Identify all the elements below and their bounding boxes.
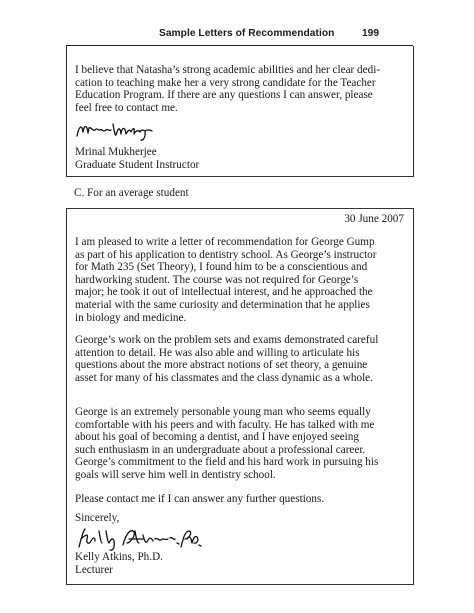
signer-title: Graduate Student Instructor bbox=[75, 159, 200, 171]
letter-paragraph-1: I am pleased to write a letter of recommendation for George Gump as part of his application to dentistry school. As George’s instructor for Math 235 (Set Theory), I found him to be a conscientious and hardworking student. The course was not required for George’s major; he took it out of intellectual interest, and he approached the material with the same curiosity and determination that he applies in biology and medicine. bbox=[75, 236, 377, 324]
section-heading: C. For an average student bbox=[74, 187, 189, 199]
letter-paragraph-2: George’s work on the problem sets and exams demonstrated careful attention to detail. He was also able and willing to articulate his questions about the more abstract notions of set theory, a genuine asset for many of his classmates and the class dynamic as a whole. bbox=[75, 334, 379, 384]
signature-kelly-atkins bbox=[73, 525, 203, 553]
signer-name: Kelly Atkins, Ph.D. bbox=[75, 551, 163, 563]
letter-paragraph-4: Please contact me if I can answer any further questions. bbox=[75, 493, 325, 505]
letter-closing: Sincerely, bbox=[75, 512, 120, 524]
letter-paragraph-3: George is an extremely personable young man who seems equally comfortable with his peers and with faculty. He has talked with me about his goal of becoming a dentist, and I have enjoyed seeing such enthusiasm in an undergraduate about a professional career. George’s commitment to the field and his hard work in pursuing his goals will serve him well in dentistry school. bbox=[75, 406, 379, 481]
letter-box-natasha bbox=[66, 46, 414, 177]
running-head bbox=[0, 28, 474, 44]
signature-mrinal-mukherjee bbox=[73, 118, 163, 144]
letter-date: 30 June 2007 bbox=[344, 213, 404, 225]
running-head-title: Sample Letters of Recommendation bbox=[159, 28, 335, 39]
signer-title: Lecturer bbox=[75, 564, 113, 576]
letter-paragraph: I believe that Natasha’s strong academic abilities and her clear dedi- cation to teaching make her a very strong candidate for the Teacher Education Program. If there are any questions I can answer, please feel free to contact me. bbox=[75, 64, 381, 114]
signer-name: Mrinal Mukherjee bbox=[75, 146, 157, 158]
letter-box-george bbox=[66, 208, 414, 585]
page-number: 199 bbox=[362, 28, 379, 39]
